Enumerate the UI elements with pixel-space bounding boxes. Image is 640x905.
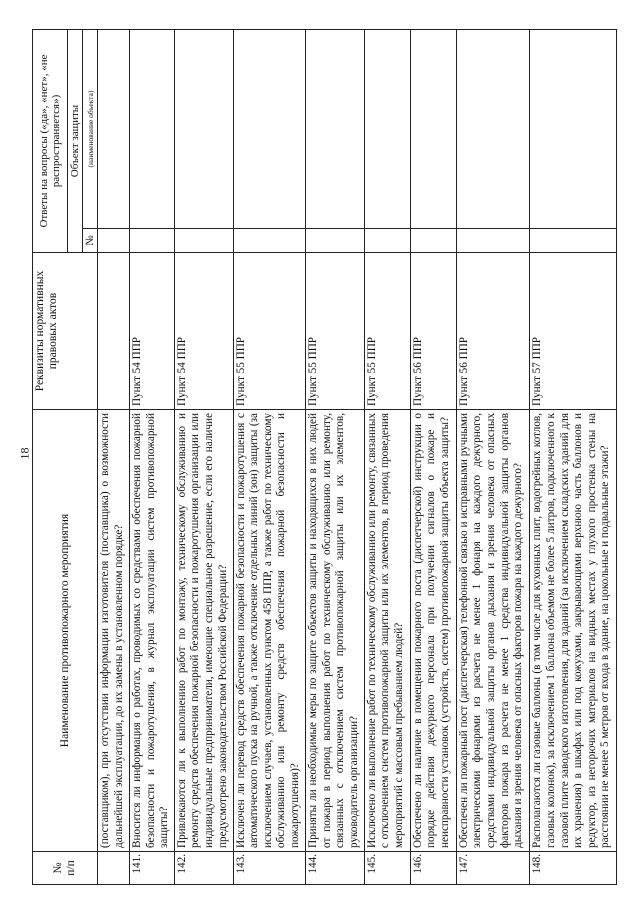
row-answer-object[interactable]	[364, 30, 410, 229]
row-measure-text: Привлекаются ли к выполнению работ по монтажу, техническому обслуживанию и ремонту средств обеспечения пожарной безопасности и пожаротушения организации или индивидуальные предприниматели, имеющие специальное разрешение, если его наличие предусмотрено законодательством Российской Федерации?	[174, 410, 233, 852]
row-requisites: Пункт 55 ППР	[364, 253, 410, 410]
row-number	[98, 852, 130, 885]
page-number: 18	[17, 447, 32, 460]
row-answer-number[interactable]	[306, 229, 365, 253]
row-requisites: Пункт 55 ППР	[306, 253, 365, 410]
row-measure-text: Располагаются ли газовые баллоны (в том числе для кухонных плит, водогрейных котлов, газовых колонок), за исключением 1 баллона объемом не более 5 литров, подключенного к газовой плите заводского изготовления, для зданий (за исключением складских зданий для их хранения) в шкафах или под кожухами, закрывающими верхнюю часть баллонов и редуктор, из негорючих материалов на видных местах у глухого простенка стены на расстоянии не менее 5 метров от входа в здание, на цокольные и подвальные этажи?	[530, 410, 617, 852]
table-row	[98, 30, 130, 885]
row-number: 143.	[233, 852, 306, 885]
row-answer-object[interactable]	[530, 30, 617, 229]
row-requisites: Пункт 56 ППР	[410, 253, 456, 410]
table-row	[306, 30, 365, 885]
row-number: 141.	[130, 852, 175, 885]
row-requisites: Пункт 56 ППР	[456, 253, 530, 410]
table-row	[364, 30, 410, 885]
row-requisites: Пункт 54 ППР	[174, 253, 233, 410]
row-measure-text: Обеспечено ли наличие в помещении пожарного поста (диспетчерской) инструкции о порядке действия дежурного персонала при получении сигналов о пожаре и неисправности установок (устройств, систем) противопожарной защиты объекта защиты?	[410, 410, 456, 852]
row-measure-text: Исключен ли перевод средств обеспечения пожарной безопасности и пожаротушения с автоматического пуска на ручной, а также отключение отдельных линий (зон) защиты (за исключением случаев, установленных пунктом 458 ППР, а также работ по техническому обслуживанию или ремонту средств обеспечения пожарной безопасности и пожаротушения)?	[233, 410, 306, 852]
row-number: 142.	[174, 852, 233, 885]
row-answer-object[interactable]	[130, 30, 175, 229]
table-row	[233, 30, 306, 885]
header-object-number: №	[83, 229, 98, 253]
row-number: 145.	[364, 852, 410, 885]
row-answer-object[interactable]	[456, 30, 530, 229]
row-requisites: Пункт 55 ППР	[233, 253, 306, 410]
row-number: 144.	[306, 852, 365, 885]
header-row-1	[33, 30, 68, 885]
row-number: 146.	[410, 852, 456, 885]
row-answer-number[interactable]	[233, 229, 306, 253]
table-row	[410, 30, 456, 885]
row-answer-object[interactable]	[174, 30, 233, 229]
row-measure-text: (поставщиком), при отсутствии информации изготовителя (поставщика) о возможности дальнейшей эксплуатации, до их замены в установленном порядке?	[98, 410, 130, 852]
row-answer-object[interactable]	[410, 30, 456, 229]
row-answer-object[interactable]	[98, 30, 130, 229]
row-answer-number[interactable]	[364, 229, 410, 253]
row-measure-text: Исключено ли выполнение работ по техническому обслуживанию или ремонту, связанных с отключением систем противопожарной защиты или их элементов, в период проведения мероприятий с массовым пребыванием людей?	[364, 410, 410, 852]
table-row	[530, 30, 617, 885]
table-row	[456, 30, 530, 885]
table-row	[174, 30, 233, 885]
header-object: Объект защиты	[67, 30, 82, 253]
row-answer-number[interactable]	[456, 229, 530, 253]
row-number: 147.	[456, 852, 530, 885]
checklist-table	[32, 29, 617, 885]
header-name: Наименование противопожарного мероприятия	[33, 410, 98, 852]
row-number: 148.	[530, 852, 617, 885]
row-answer-number[interactable]	[98, 229, 130, 253]
table-row	[130, 30, 175, 885]
header-num: № п/п	[33, 852, 98, 885]
row-requisites	[98, 253, 130, 410]
row-measure-text: Обеспечен ли пожарный пост (диспетчерская) телефонной связью и исправными ручными электрическими фонарями из расчета не менее 1 фонаря на каждого дежурного, средствами индивидуальной защиты органов дыхания и зрения человека от опасных факторов пожара из расчета не менее 1 средства индивидуальной защиты органов дыхания и зрения человека от опасных факторов пожара на каждого дежурного?	[456, 410, 530, 852]
row-answer-object[interactable]	[306, 30, 365, 229]
header-answers: Ответы на вопросы («да», «нет», «не распространяется»)	[33, 30, 68, 253]
checklist-table-rotated	[32, 30, 617, 885]
row-requisites: Пункт 54 ППР	[130, 253, 175, 410]
row-answer-object[interactable]	[233, 30, 306, 229]
row-measure-text: Вносится ли информация о работах, проводимых со средствами обеспечения пожарной безопасности и пожаротушения, в журнал эксплуатации систем противопожарной защиты?	[130, 410, 175, 852]
row-answer-number[interactable]	[130, 229, 175, 253]
row-answer-number[interactable]	[410, 229, 456, 253]
row-answer-number[interactable]	[530, 229, 617, 253]
header-requisites: Реквизиты нормативных правовых актов	[33, 253, 98, 410]
row-requisites: Пункт 57 ППР	[530, 253, 617, 410]
row-answer-number[interactable]	[174, 229, 233, 253]
row-measure-text: Приняты ли необходимые меры по защите объектов защиты и находящихся в них людей от пожара в период выполнения работ по техническому обслуживанию или ремонту, связанных с отключением систем противопожарной защиты или их элементов, руководитель организации?	[306, 410, 365, 852]
header-object-name: (наименование объекта)	[83, 30, 98, 229]
